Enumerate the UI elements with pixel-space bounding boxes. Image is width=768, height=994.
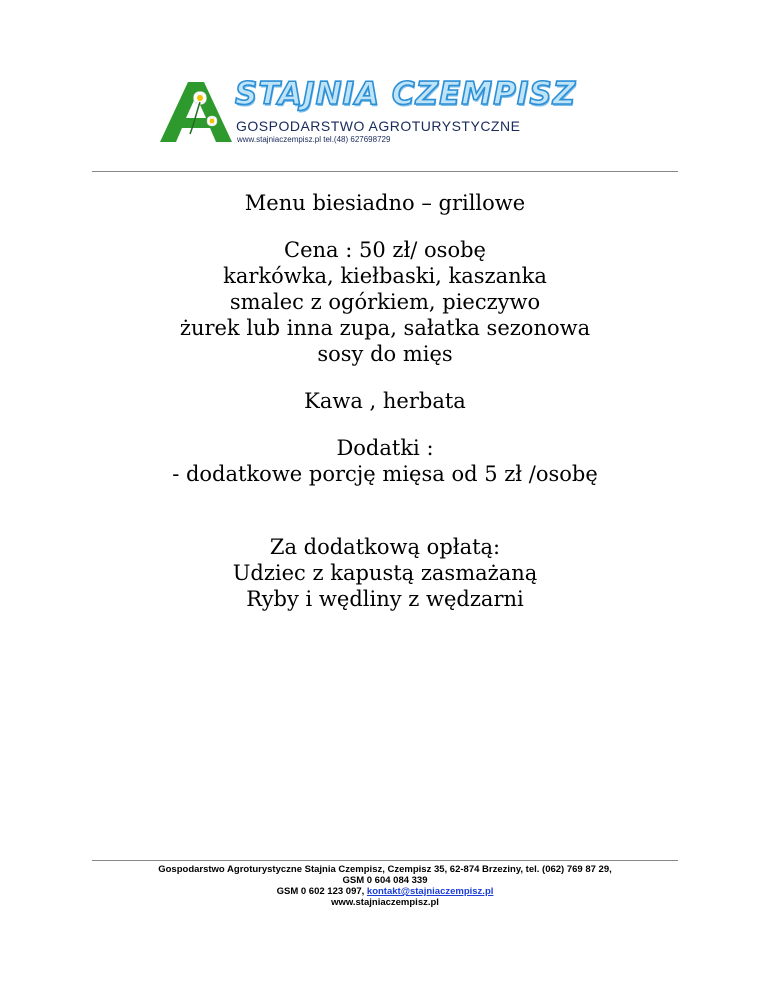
footer-gsm-2-line <box>92 886 678 897</box>
menu-drinks: Kawa , herbata <box>304 389 466 413</box>
footer-email-link[interactable]: kontakt@stajniaczempisz.pl <box>366 886 494 897</box>
paid-extras-heading: Za dodatkową opłatą: <box>269 535 501 559</box>
header-logo <box>160 76 620 148</box>
footer-divider <box>92 860 678 861</box>
footer <box>92 864 678 908</box>
menu-price: Cena : 50 zł/ osobę <box>284 238 486 262</box>
brand-title: STAJNIA CZEMPISZ <box>235 76 577 112</box>
logo-a-daisy-icon <box>160 80 240 144</box>
footer-website: www.stajniaczempisz.pl <box>331 897 439 908</box>
menu-title: Menu biesiadno – grillowe <box>244 191 526 215</box>
brand-subtitle: GOSPODARSTWO AGROTURYSTYCZNE <box>236 118 521 134</box>
menu-item: smalec z ogórkiem, pieczywo <box>229 290 541 314</box>
menu-item: karkówka, kiełbaski, kaszanka <box>223 264 547 288</box>
extras-heading: Dodatki : <box>336 436 434 460</box>
menu-item: żurek lub inna zupa, sałatka sezonowa <box>179 316 591 340</box>
header-divider <box>92 171 678 172</box>
menu-item: sosy do mięs <box>317 342 453 366</box>
footer-address: Gospodarstwo Agroturystyczne Stajnia Czempisz, Czempisz 35, 62-874 Brzeziny, tel. (062) 769 87 29, <box>158 864 612 875</box>
footer-gsm-2: GSM 0 602 123 097, <box>276 886 367 897</box>
extras-line: - dodatkowe porcję mięsa od 5 zł /osobę <box>172 462 598 486</box>
paid-extra-item: Ryby i wędliny z wędzarni <box>246 587 524 611</box>
menu-content <box>92 190 678 612</box>
brand-contact: www.stajniaczempisz.pl tel.(48) 627698729 <box>237 135 391 144</box>
paid-extra-item: Udziec z kapustą zasmażaną <box>232 561 538 585</box>
footer-gsm-1: GSM 0 604 084 339 <box>342 875 428 886</box>
